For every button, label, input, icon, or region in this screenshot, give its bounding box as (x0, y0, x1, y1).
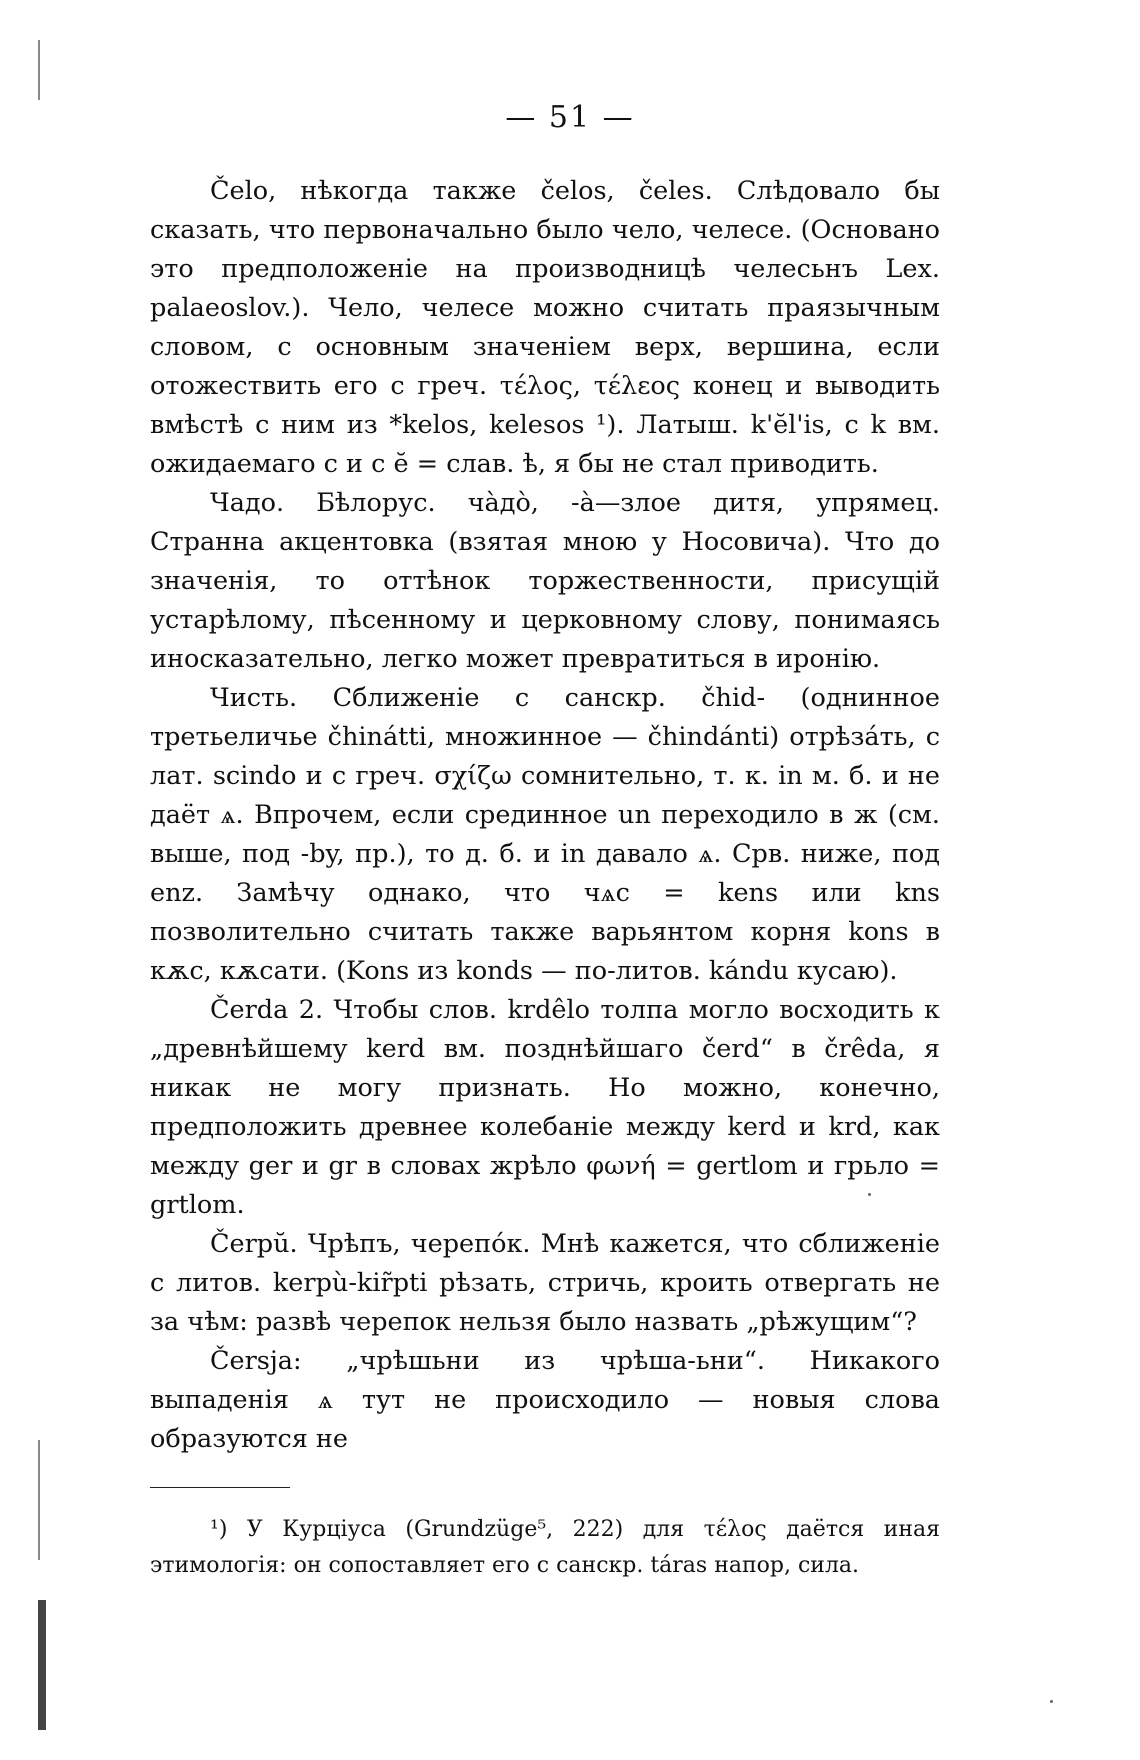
scan-speck (868, 1193, 871, 1196)
entry-cersja: Čersja: „чрѣшьни из чрѣша-ьни“. Никакого выпаденія ѧ тут не происходило — новыя слова образуются не (150, 1346, 940, 1454)
scan-artifact (38, 40, 40, 100)
footnote: ¹) У Курціуса (Grundzüge⁵, 222) для τέλος даётся иная этимологія: он сопоставляет его с санскр. táras напор, сила. (150, 1517, 940, 1578)
entry-chado: Чадо. Бѣлорус. ча̀до̀, -а̀—злое дитя, упрямец. Странна акцентовка (взятая мною у Носовича). Что до значенія, то оттѣнок торжественности, присущій устарѣлому, пѣсенному и церковному слову, понимаясь иносказательно, легко может превратиться в иронію. (150, 488, 940, 674)
scan-artifact (38, 1440, 40, 1560)
entry-celo: Čelo, нѣкогда также čelos, čeles. Слѣдовало бы сказать, что первоначально было чело, челесе. (Основано это предположеніе на производницѣ челесьнъ Lex. palaeoslov.). Чело, челесе можно считать праязычным словом, с основным значеніем верх, вершина, если отожествить его с греч. τέλος, τέλεος конец и выводить вмѣстѣ с ним из *kelos, kelesos ¹). Латыш. k'ĕl'is, с k вм. ожидаемаго c и с ĕ = слав. ѣ, я бы не стал приводить. (150, 176, 940, 479)
footnote-divider (150, 1487, 290, 1488)
entry-chast: Чисть. Сближеніе с санскр. čhid- (однинное третьеличье čhinátti, множинное — čhindánti) отрѣза́ть, с лат. scindo и с греч. σχίζω сомнительно, т. к. in м. б. и не даёт ѧ. Впрочем, если срединное un переходило в ж (см. выше, под -by, пр.), то д. б. и in давало ѧ. Срв. ниже, под enz. Замѣчу однако, что чѧс = kens или kns позволительно считать также варьянтом корня kons в кѫс, кѫсати. (Kons из konds — по-литов. kándu кусаю). (150, 683, 940, 986)
main-text (150, 172, 940, 1459)
entry-cerpu: Čerpŭ. Чрѣпъ, черепо́к. Мнѣ кажется, что сближеніе с литов. kerpù-kir̃pti рѣзать, стричь, кроить отвергать не за чѣм: развѣ черепок нельзя было назвать „рѣжущим“? (150, 1229, 940, 1337)
scan-speck (1050, 1700, 1053, 1703)
scan-artifact (38, 1600, 46, 1730)
entry-cerda: Čerda 2. Чтобы слов. krdêlo толпа могло восходить к „древнѣйшему kerd вм. позднѣйшаго čerd“ в črêda, я никак не могу признать. Но можно, конечно, предположить древнее колебаніе между kerd и krd, как между ger и gr в словах жрѣло φωνή = gertlom и грьло = grtlom. (150, 995, 940, 1220)
page-number: — 51 — (505, 100, 635, 135)
